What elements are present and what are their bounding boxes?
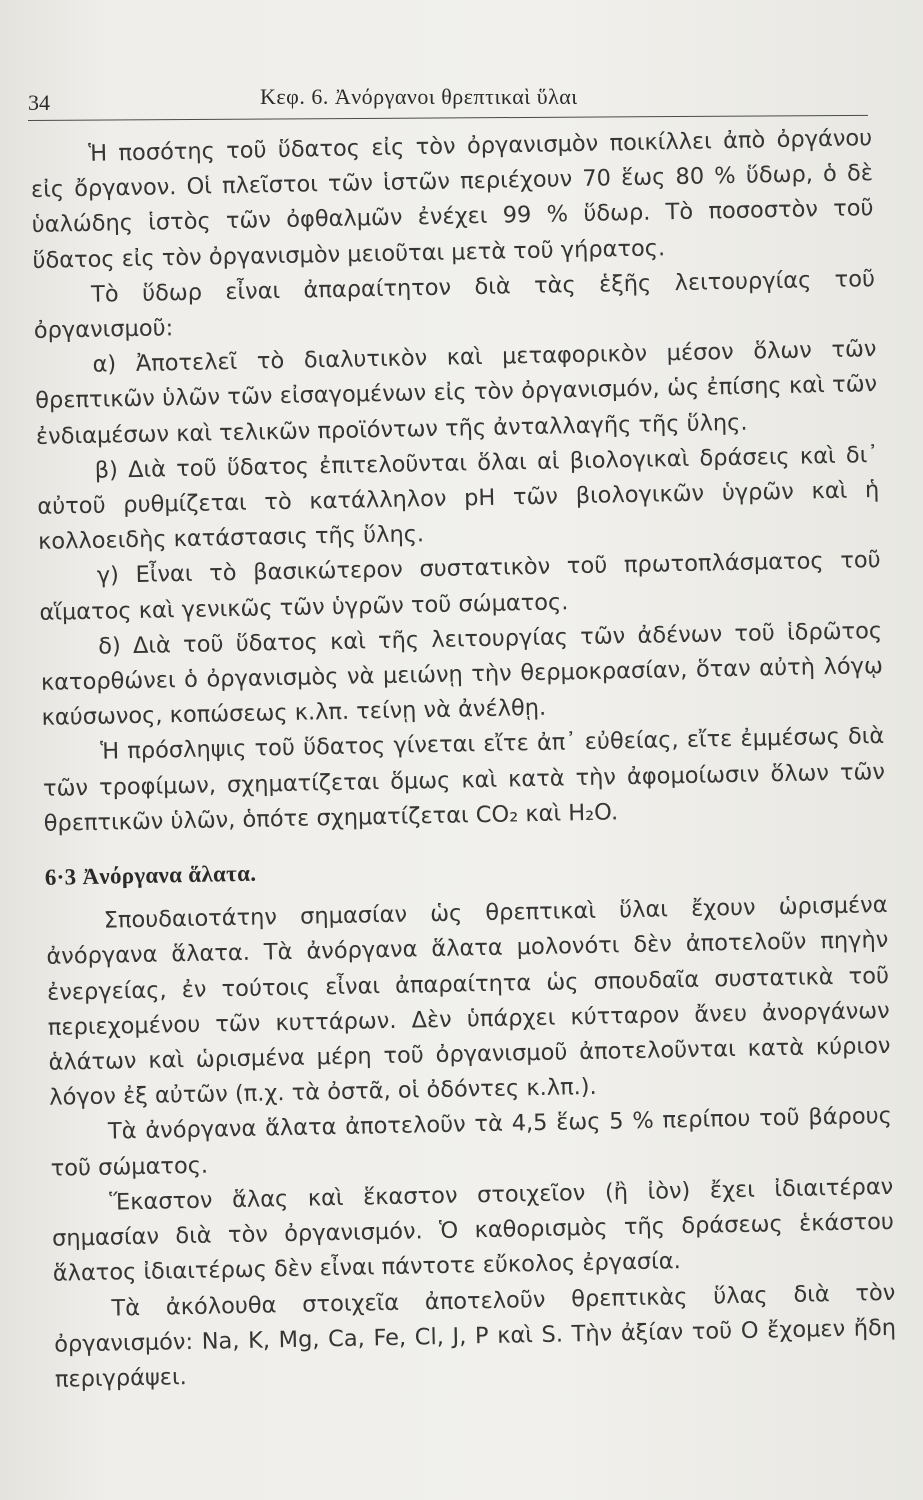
paragraph-water-intake: Ἡ πρόσληψις τοῦ ὕδατος γίνεται εἴτε ἀπ᾽ εὐθείας, εἴτε ἐμμέσως διὰ τῶν τροφίμων, σχηματίζεται ὅμως καὶ κατὰ τὴν ἀφομοίωσιν ὅλων τῶν θρεπτικῶν ὑλῶν, ὁπότε σχηματίζεται CO₂ καὶ H₂O.	[42, 723, 886, 837]
page-number: 34	[28, 90, 50, 115]
header-rule	[28, 115, 868, 121]
paragraph-salts-role: Ἕκαστον ἅλας καὶ ἕκαστον στοιχεῖον (ἢ ἰὸν) ἔχει ἰδιαιτέραν σημασίαν διὰ τὸν ὀργανισμόν. Ὁ καθορισμὸς τῆς δράσεως ἑκάστου ἅλατος ἰδιαιτέρως δὲν εἶναι πάντοτε εὔκολος ἐργασία.	[51, 1173, 895, 1288]
list-item-d: δ) Διὰ τοῦ ὕδατος καὶ τῆς λειτουργίας τῶν ἀδένων τοῦ ἱδρῶτος κατορθώνει ὁ ὀργανισμὸς νὰ μειώνῃ τὴν θερμοκρασίαν, ὅταν αὐτὴ λόγῳ καύσωνος, κοπώσεως κ.λπ. τείνῃ νὰ ἀνέλθῃ.	[40, 617, 884, 732]
list-item-b: β) Διὰ τοῦ ὕδατος ἐπιτελοῦνται ὅλαι αἱ βιολογικαὶ δράσεις καὶ δι᾽ αὐτοῦ ρυθμίζεται τὸ κατάλληλον pH τῶν βιολογικῶν ὑγρῶν καὶ ἡ κολλοειδὴς κατάστασις τῆς ὕλης.	[37, 441, 880, 556]
list-item-c: γ) Εἶναι τὸ βασικώτερον συστατικὸν τοῦ πρωτοπλάσματος τοῦ αἵματος καὶ γενικῶς τῶν ὑγρῶν τοῦ σώματος.	[39, 547, 881, 626]
list-item-a: α) Ἀποτελεῖ τὸ διαλυτικὸν καὶ μεταφορικὸν μέσον ὅλων τῶν θρεπτικῶν ὑλῶν τῶν εἰσαγομένων εἰς τὸν ὀργανισμόν, ὡς ἐπίσης καὶ τῶν ἐνδιαμέσων καὶ τελικῶν προϊόντων τῆς ἀνταλλαγῆς τῆς ὕλης.	[35, 336, 878, 450]
page-header	[28, 84, 868, 124]
paragraph-water-quantity: Ἡ ποσότης τοῦ ὕδατος εἰς τὸν ὀργανισμὸν ποικίλλει ἀπὸ ὀργάνου εἰς ὄργανον. Οἱ πλεῖστοι τῶν ἱστῶν περιέχουν 70 ἕως 80 % ὕδωρ, ὁ δὲ ὑαλώδης ἱστὸς τῶν ὀφθαλμῶν ἐνέχει 99 % ὕδωρ. Τὸ ποσοστὸν τοῦ ὕδατος εἰς τὸν ὀργανισμὸν μειοῦται μετὰ τοῦ γήρατος.	[30, 125, 874, 274]
body-text	[30, 121, 897, 1398]
section-heading: 6·3 Ἀνόργανα ἅλατα.	[44, 860, 257, 890]
paragraph-elements-list: Τὰ ἀκόλουθα στοιχεῖα ἀποτελοῦν θρεπτικὰς ὕλας διὰ τὸν ὀργανισμόν: Na, K, Mg, Ca, Fe, Cl, J, P καὶ S. Τὴν ἀξίαν τοῦ O ἔχομεν ἤδη περιγράψει.	[53, 1279, 897, 1393]
paragraph-salts-percentage: Τὰ ἀνόργανα ἅλατα ἀποτελοῦν τὰ 4,5 ἕως 5 % περίπου τοῦ βάρους τοῦ σώματος.	[50, 1103, 893, 1182]
paragraph-water-functions-intro: Τὸ ὕδωρ εἶναι ἀπαραίτητον διὰ τὰς ἑξῆς λειτουργίας τοῦ ὀργανισμοῦ:	[33, 265, 876, 344]
paragraph-salts-importance: Σπουδαιοτάτην σημασίαν ὡς θρεπτικαὶ ὕλαι ἔχουν ὡρισμένα ἀνόργανα ἅλατα. Τὰ ἀνόργανα ἅλατα μολονότι δὲν ἀποτελοῦν πηγὴν ἐνεργείας, ἐν τούτοις εἶναι ἀπαραίτητα ὡς σπουδαῖα συστατικὰ τοῦ περιεχομένου τῶν κυττάρων. Δὲν ὑπάρχει κύτταρον ἄνευ ἀνοργάνων ἁλάτων καὶ ὡρισμένα μέρη τοῦ ὀργανισμοῦ ἀποτελοῦνται κατὰ κύριον λόγον ἐξ αὐτῶν (π.χ. τὰ ὀστᾶ, οἱ ὀδόντες κ.λπ.).	[46, 892, 891, 1112]
running-head: Κεφ. 6. Ἀνόργανοι θρεπτικαὶ ὕλαι	[260, 84, 578, 109]
